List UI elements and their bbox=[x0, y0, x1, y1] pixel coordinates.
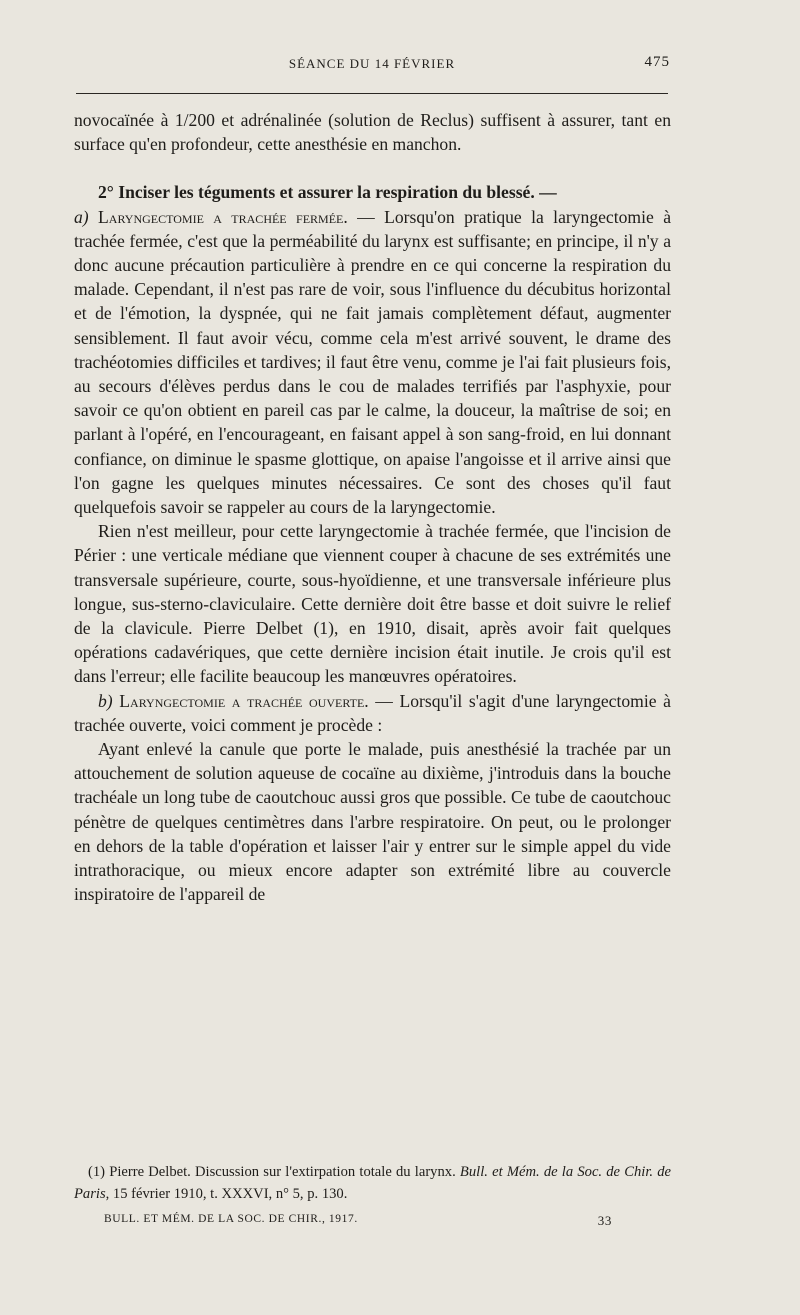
paragraph-gap bbox=[74, 156, 671, 180]
subsection-b-text: — Lorsqu'il s'agit d'une laryngectomie à trachée ouverte, voici comment je procède : bbox=[74, 690, 671, 735]
signature-number: 33 bbox=[597, 1213, 612, 1228]
signature-journal: BULL. ET MÉM. DE LA SOC. DE CHIR., 1917. bbox=[104, 1213, 358, 1225]
footnote bbox=[74, 1161, 671, 1205]
running-title: SÉANCE DU 14 FÉVRIER bbox=[288, 56, 456, 71]
paragraph-4 bbox=[74, 689, 671, 737]
body-text bbox=[74, 108, 671, 907]
subsection-a-text: — Lorsqu'on pratique la laryngectomie à trachée fermée, c'est que la perméabilité du larynx est suffisante; en principe, il n'y a donc aucune précaution particulière à prendre en ce qui concerne la respiration du malade. Cependant, il n'est pas rare de voir, sous l'influence du décubitus horizontal et de l'émotion, la dyspnée, qui ne fait jamais complètement défaut, augmenter sensiblement. Il faut avoir vécu, comme cela m'est arrivé souvent, le drame des trachéotomies difficiles et tardives; il faut être venu, comme je l'ai fait plusieurs fois, au secours d'élèves perdus dans le cou de malades terrifiés par l'asphyxie, pour savoir ce qu'on obtient en pareil cas par le calme, la douceur, la maîtrise de soi; en parlant à l'opéré, en l'encourageant, en faisant appel à son sang-froid, en lui donnant confiance, on diminue le spasme glottique, on apaise l'angoisse et il arrive ainsi que l'on gagne les quelques minutes nécessaires. Ce sont des choses qu'il faut quelquefois savoir se rappeler au cours de la laryngectomie. bbox=[74, 206, 671, 518]
footnote-text-a: Pierre Delbet. Discussion sur l'extirpation totale du larynx. bbox=[105, 1164, 460, 1180]
page-header bbox=[74, 50, 670, 76]
subsection-a-title: Laryngectomie a trachée fermée. bbox=[98, 206, 348, 227]
subsection-b-label: b) bbox=[98, 690, 113, 711]
paragraph-1: novocaïnée à 1/200 et adrénalinée (solution de Reclus) suffisent à assurer, tant en surface qu'en profondeur, cette anesthésie en manchon. bbox=[74, 110, 671, 155]
footnote-text-b: , 15 février 1910, t. XXXVI, n° 5, p. 130. bbox=[105, 1186, 348, 1202]
paragraph-2 bbox=[74, 180, 671, 519]
page-number: 475 bbox=[644, 54, 670, 70]
header-rule bbox=[76, 93, 668, 94]
footnote-marker: (1) bbox=[88, 1164, 106, 1180]
paragraph-5: Ayant enlevé la canule que porte le malade, puis anesthésié la trachée par un attouchement de solution aqueuse de cocaïne au dixième, j'introduis dans la bouche trachéale un long tube de caoutchouc aussi gros que possible. Ce tube de caoutchouc pénètre de quelques centimètres dans l'arbre respiratoire. On peut, ou le prolonger en dehors de la table d'opération et laisser l'air y entrer sur le simple appel du vide intrathoracique, ou mieux encore adapter son extrémité libre au couvercle inspiratoire de l'appareil de bbox=[74, 739, 671, 905]
section-heading: 2° Inciser les téguments et assurer la respiration du blessé. — bbox=[98, 182, 557, 203]
subsection-b-title: Laryngectomie a trachée ouverte. bbox=[119, 690, 369, 711]
subsection-a-label: a) bbox=[74, 206, 89, 227]
footnote-1 bbox=[74, 1161, 671, 1205]
paragraph-3: Rien n'est meilleur, pour cette laryngectomie à trachée fermée, que l'incision de Périer : une verticale médiane que viennent couper à chacune de ses extrémités une transversale supérieure, courte, sous-hyoïdienne, et une transversale inférieure plus longue, sus-sterno-claviculaire. Cette dernière doit être basse et doit suivre le relief de la clavicule. Pierre Delbet (1), en 1910, disait, après avoir fait quelques opérations cadavériques, que cette dernière incision était inutile. Je crois qu'il est dans l'erreur; elle facilite beaucoup les manœuvres opératoires. bbox=[74, 521, 671, 687]
footnote-journal-title: Bull. et Mém. de la Soc. de Chir. de Paris bbox=[74, 1164, 671, 1202]
